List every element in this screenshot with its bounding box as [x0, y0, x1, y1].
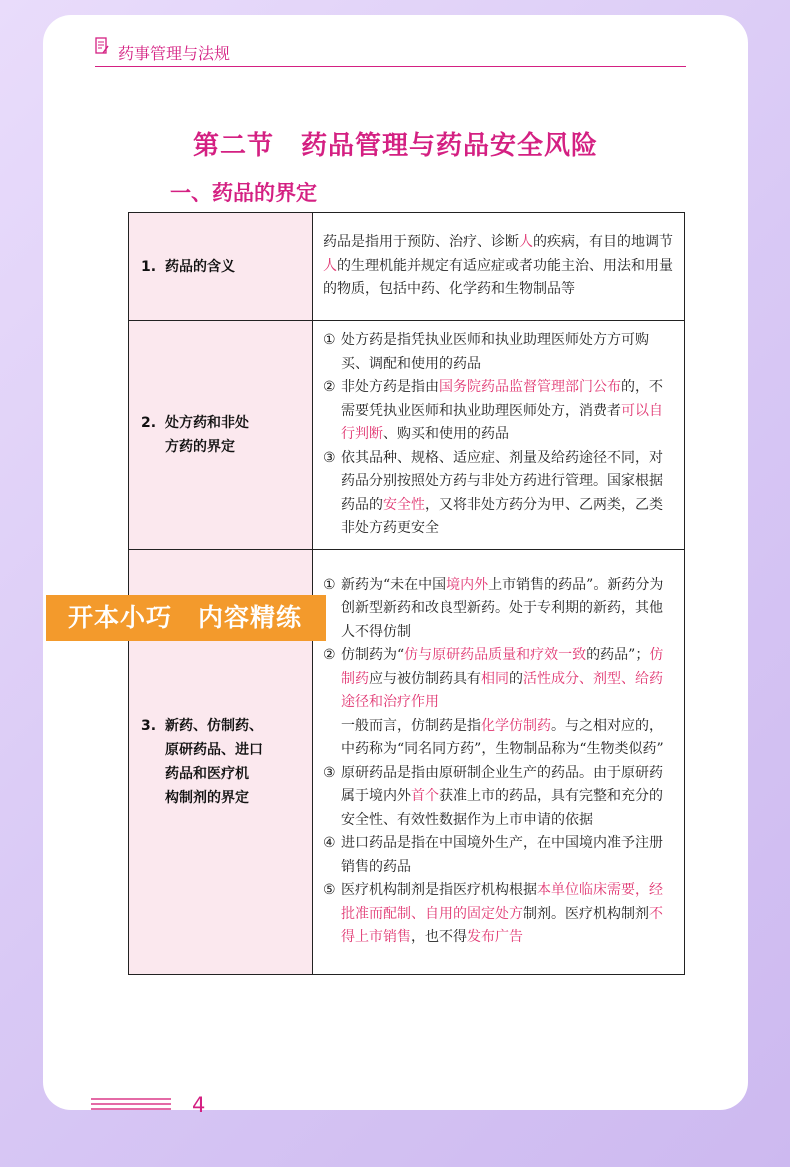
item-text [341, 574, 674, 645]
item-text [341, 376, 674, 447]
body-text: 一般而言，仿制药是指 [341, 717, 481, 734]
body-text: 的 [509, 670, 523, 687]
row-label-line: 构制剂的界定 [165, 789, 249, 806]
highlighted-text: 首个 [411, 788, 439, 804]
body-text: 原研药品是指由原研制企业生产的药品。由于原研药属于境内外 [341, 764, 663, 804]
item-text [341, 832, 674, 879]
highlighted-text: 发布广告 [467, 929, 523, 945]
highlighted-text: 人 [519, 234, 533, 251]
highlighted-text: 活性成分、剂型、给药途径和治疗作用 [341, 670, 663, 710]
list-item [323, 329, 674, 376]
row-number: 2. [141, 414, 157, 431]
row-label-line [141, 255, 304, 279]
row-number: 1. [141, 258, 157, 275]
item-marker: ③ [323, 449, 336, 466]
body-text: 、购买和使用的药品 [383, 426, 509, 442]
item-text [341, 879, 674, 950]
body-text: 的，不需要凭执业医师和执业助理医师处方，消费者 [341, 379, 663, 419]
highlighted-text: 相同 [481, 670, 509, 687]
item-marker: ① [323, 332, 336, 348]
body-text: 制剂。医疗机构制剂 [523, 905, 649, 922]
highlighted-text: 国务院药品监督管理部门公布 [439, 379, 621, 395]
row-label [129, 213, 313, 321]
item-text [341, 644, 674, 715]
content-paragraph [323, 231, 674, 302]
item-text [341, 329, 674, 376]
body-text: 处方药是指凭执业医师和执业助理医师处方方可购买、调配和使用的药品 [341, 332, 649, 372]
body-text: 上市销售的药品”。新药分为创新型新药和改良型新药。处于专利期的新药，其他人不得仿制 [341, 576, 664, 640]
highlighted-text: 仿制药 [341, 647, 664, 687]
item-continuation [323, 715, 674, 762]
row-number: 3. [141, 717, 157, 734]
row-content [313, 213, 685, 321]
list-item [323, 447, 674, 541]
row-label-text: 新药、仿制药、 [165, 717, 263, 734]
highlighted-text: 本单位临床需要，经批准而配制、自用的固定处方 [341, 882, 663, 922]
highlighted-text: 化学仿制药 [481, 717, 551, 734]
body-text: 获准上市的药品，具有完整和充分的安全性、有效性数据作为上市申请的依据 [341, 788, 663, 828]
highlighted-text: 境内外 [446, 576, 489, 593]
list-item [323, 832, 674, 879]
item-text [341, 762, 674, 833]
body-text: 药品是指用于预防、治疗、诊断 [323, 234, 519, 251]
row-content [313, 321, 685, 550]
body-text: 依其品种、规格、适应症、剂量及给药途径不同，对药品分别按照处方药与非处方药进行管理。国家根据药品的 [341, 449, 663, 513]
definition-table [128, 212, 685, 975]
highlighted-text: 不得上市销售 [341, 905, 663, 945]
item-marker: ① [323, 576, 336, 593]
highlighted-text: 安全性 [383, 496, 425, 513]
body-text: 的生理机能并规定有适应症或者功能主治、用法和用量的物质，包括中药、化学药和生物制品等 [323, 257, 673, 298]
subsection-title: 一、药品的界定 [170, 181, 317, 205]
item-marker: ② [323, 647, 336, 663]
row-label [129, 321, 313, 550]
item-text [341, 447, 674, 541]
list-item [323, 762, 674, 833]
body-text: 医疗机构制剂是指医疗机构根据 [341, 882, 537, 898]
body-text: 非处方药是指由 [341, 379, 439, 395]
item-marker: ⑤ [323, 882, 336, 898]
highlighted-text: 仿与原研药品质量和疗效一致 [404, 647, 587, 663]
row-label-line [141, 411, 304, 435]
list-item [323, 574, 674, 645]
footer-stripes [91, 1098, 171, 1118]
body-text: 进口药品是指在中国境外生产，在中国境内准予注册销售的药品 [341, 835, 663, 875]
body-text: 应与被仿制药具有 [369, 670, 481, 687]
list-item [323, 376, 674, 447]
body-text: ，也不得 [411, 929, 467, 945]
body-text: 新药为“未在中国 [341, 576, 447, 593]
table-row [129, 321, 685, 550]
item-marker: ④ [323, 835, 336, 851]
body-text: 的疾病，有目的地调节 [533, 234, 673, 251]
running-header-title: 药事管理与法规 [118, 44, 231, 63]
item-marker: ② [323, 379, 336, 395]
body-text: 仿制药为“ [341, 647, 405, 663]
list-item [323, 879, 674, 950]
header-rule [95, 66, 686, 67]
body-text: ，又将非处方药分为甲、乙两类，乙类非处方药更安全 [341, 496, 663, 536]
book-page [43, 15, 748, 1117]
row-content [313, 549, 685, 974]
row-label-text: 药品的含义 [165, 258, 235, 275]
table-row [129, 213, 685, 321]
highlighted-text: 人 [323, 257, 337, 274]
list-item [323, 644, 674, 715]
item-marker: ③ [323, 764, 336, 781]
row-label-line: 药品和医疗机 [165, 765, 249, 782]
promo-banner: 开本小巧 内容精练 [46, 595, 326, 641]
highlighted-text: 可以自行判断 [341, 402, 663, 442]
document-edit-icon [95, 37, 109, 55]
row-label-line: 方药的界定 [165, 438, 235, 455]
row-label-text: 处方药和非处 [165, 414, 249, 431]
row-label-line: 原研药品、进口 [165, 741, 263, 758]
body-text: 的药品”； [586, 647, 650, 663]
section-title: 第二节 药品管理与药品安全风险 [192, 131, 598, 161]
page-number: 4 [192, 1093, 206, 1117]
row-label-line [141, 714, 304, 738]
body-text: 。与之相对应的，中药称为“同名同方药”，生物制品称为“生物类似药” [341, 717, 664, 757]
